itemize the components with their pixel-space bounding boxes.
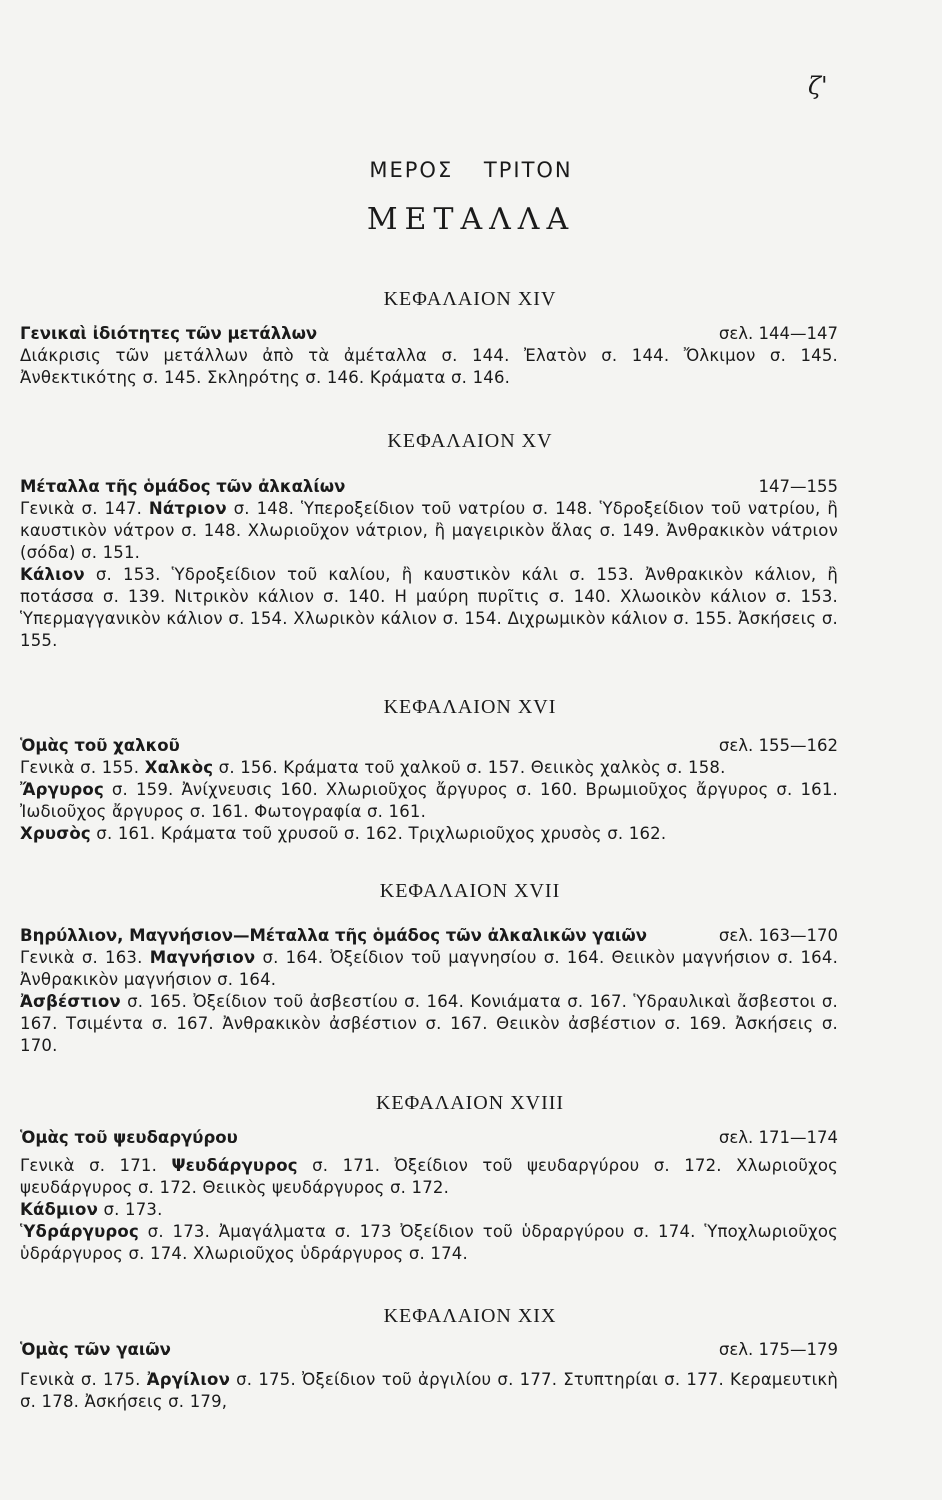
entry-text: σ. 173. Ἀμαγάλματα σ. 173 Ὀξείδιον τοῦ ὑδραργύρου σ. 174. Ὑποχλωριοῦχος ὑδράργυρος σ. 174. Χλωριοῦχος ὑδράργυρος σ. 174. <box>20 1222 838 1263</box>
entry-term: Κάλιον <box>20 565 85 584</box>
entry-term: Ψευδάργυρος <box>171 1156 298 1175</box>
section-title: Μέταλλα τῆς ὁμάδος τῶν ἀλκαλίων <box>20 477 346 496</box>
entry-paragraph <box>20 498 838 564</box>
entry-term: Μαγνήσιον <box>149 948 256 967</box>
entry-term: Χρυσὸς <box>20 824 91 843</box>
section-pages: σελ. 155—162 <box>718 736 838 755</box>
chapter-section <box>20 735 838 845</box>
section-title: Ὁμὰς τοῦ ψευδαργύρου <box>20 1128 238 1147</box>
chapter-section <box>20 476 838 652</box>
section-title: Ὁμὰς τῶν γαιῶν <box>20 1340 171 1359</box>
entry-paragraph <box>20 1369 838 1413</box>
section-pages: σελ. 163—170 <box>718 926 838 945</box>
page-number: ζ' <box>808 72 828 100</box>
chapter-heading: ΚΕΦΑΛΑΙΟΝ XIV <box>383 288 557 310</box>
entry-paragraph <box>20 1155 838 1199</box>
entry-paragraph <box>20 345 838 389</box>
section-body <box>20 757 838 845</box>
entry-text: σ. 173. <box>98 1200 163 1219</box>
entry-term: Ἀργίλιον <box>146 1370 231 1389</box>
entry-term: Ὑδράργυρος <box>20 1222 139 1241</box>
entry-paragraph <box>20 1199 838 1221</box>
entry-term: Ἀσβέστιον <box>20 992 121 1011</box>
section-header <box>20 323 838 345</box>
entry-text: Γενικὰ σ. 147. <box>20 499 149 518</box>
entry-paragraph <box>20 823 838 845</box>
entry-term: Νάτριον <box>148 499 227 518</box>
chapter-heading: ΚΕΦΑΛΑΙΟΝ XVI <box>383 696 557 718</box>
chapter-heading: ΚΕΦΑΛΑΙΟΝ XVIII <box>375 1092 565 1114</box>
section-pages: 147—155 <box>758 477 838 496</box>
entry-text: Γενικὰ σ. 155. <box>20 758 145 777</box>
entry-text: Γενικὰ σ. 171. <box>20 1156 172 1175</box>
chapter-heading: ΚΕΦΑΛΑΙΟΝ XVII <box>379 880 561 902</box>
entry-text: Γενικὰ σ. 163. <box>20 948 150 967</box>
entry-text: Διάκρισις τῶν μετάλλων ἀπὸ τὰ ἀμέταλλα σ. 144. Ἐλατὸν σ. 144. Ὄλκιμον σ. 145. Ἀνθεκτικότης σ. 145. Σκληρότης σ. 146. Κράματα σ. 146. <box>20 346 838 387</box>
section-body <box>20 947 838 1057</box>
entry-text: Γενικὰ σ. 175. <box>20 1370 147 1389</box>
section-pages: σελ. 171—174 <box>718 1128 838 1147</box>
section-title: Ὁμὰς τοῦ χαλκοῦ <box>20 736 180 755</box>
entry-paragraph <box>20 779 838 823</box>
entry-term: Ἄργυρος <box>20 780 104 799</box>
entry-text: σ. 148. Ὑπεροξείδιον τοῦ νατρίου σ. 148. Ὑδροξείδιον τοῦ νατρίου, ἢ καυστικὸν νάτρον σ. 148. Χλωριοῦχον νάτριον, ἢ μαγειρικὸν ἅλας σ. 149. Ἀνθρακικὸν νάτριον (σόδα) σ. 151. <box>20 499 838 562</box>
entry-paragraph <box>20 1221 838 1265</box>
entry-text: σ. 156. Κράματα τοῦ χαλκοῦ σ. 157. Θειικὸς χαλκὸς σ. 158. <box>213 758 726 777</box>
section-body <box>20 345 838 389</box>
section-body <box>20 498 838 652</box>
entry-term: Κάδμιον <box>20 1200 99 1219</box>
entry-text: σ. 171. Ὀξείδιον τοῦ ψευδαργύρου σ. 172. Χλωριοῦχος ψευδάργυρος σ. 172. Θειικὸς ψευδάργυρος σ. 172. <box>20 1156 838 1197</box>
entry-paragraph <box>20 757 838 779</box>
part-title: ΜΕΡΟΣ ΤΡΙΤΟΝ <box>369 158 573 182</box>
section-title: Γενικαὶ ἰδιότητες τῶν μετάλλων <box>20 324 318 343</box>
section-header <box>20 735 838 757</box>
section-header <box>20 1127 838 1149</box>
chapter-section <box>20 925 838 1057</box>
entry-text: σ. 161. Κράματα τοῦ χρυσοῦ σ. 162. Τριχλωριοῦχος χρυσὸς σ. 162. <box>90 824 667 843</box>
entry-paragraph <box>20 991 838 1057</box>
chapter-section <box>20 323 838 389</box>
entry-paragraph <box>20 564 838 652</box>
main-title: ΜΕΤΑΛΛΑ <box>366 202 576 237</box>
entry-text: σ. 165. Ὀξείδιον τοῦ ἀσβεστίου σ. 164. Κονιάματα σ. 167. Ὑδραυλικαὶ ἄσβεστοι σ. 167. Τσιμέντα σ. 167. Ἀνθρακικὸν ἀσβέστιον σ. 167. Θειικὸν ἀσβέστιον σ. 169. Ἀσκήσεις σ. 170. <box>20 992 838 1055</box>
section-title: Βηρύλλιον, Μαγνήσιον—Μέταλλα τῆς ὁμάδος τῶν ἀλκαλικῶν γαιῶν <box>20 926 647 945</box>
chapter-heading: ΚΕΦΑΛΑΙΟΝ XV <box>387 430 553 452</box>
entry-text: σ. 175. Ὀξείδιον τοῦ ἀργιλίου σ. 177. Στυπτηρίαι σ. 177. Κεραμευτικὴ σ. 178. Ἀσκήσεις σ. 179, <box>20 1370 838 1411</box>
section-pages: σελ. 144—147 <box>718 324 838 343</box>
entry-text: σ. 153. Ὑδροξείδιον τοῦ καλίου, ἢ καυστικὸν κάλι σ. 153. Ἀνθρακικὸν κάλιον, ἢ ποτάσσα σ. 139. Νιτρικὸν κάλιον σ. 140. Η μαύρη πυρῖτις σ. 140. Χλωοικὸν κάλιον σ. 153. Ὑπερμαγγανικὸν κάλιον σ. 154. Χλωρικὸν κάλιον σ. 154. Διχρωμικὸν κάλιον σ. 155. Ἀσκήσεις σ. 155. <box>20 565 838 650</box>
chapter-heading: ΚΕΦΑΛΑΙΟΝ XIX <box>383 1305 557 1327</box>
entry-text: σ. 159. Ἀνίχνευσις 160. Χλωριοῦχος ἄργυρος σ. 160. Βρωμιοῦχος ἄργυρος σ. 161. Ἰωδιοῦχος ἄργυρος σ. 161. Φωτογραφία σ. 161. <box>20 780 838 821</box>
section-header <box>20 1339 838 1361</box>
entry-term: Χαλκὸς <box>144 758 214 777</box>
section-header <box>20 476 838 498</box>
section-body <box>20 1155 838 1265</box>
section-header <box>20 925 838 947</box>
entry-text: σ. 164. Ὀξείδιον τοῦ μαγνησίου σ. 164. Θειικὸν μαγνήσιον σ. 164. Ἀνθρακικὸν μαγνήσιον σ. 164. <box>20 948 839 989</box>
chapter-section <box>20 1339 838 1413</box>
entry-paragraph <box>20 947 838 991</box>
chapter-section <box>20 1127 838 1265</box>
section-body <box>20 1369 838 1413</box>
section-pages: σελ. 175—179 <box>718 1340 838 1359</box>
